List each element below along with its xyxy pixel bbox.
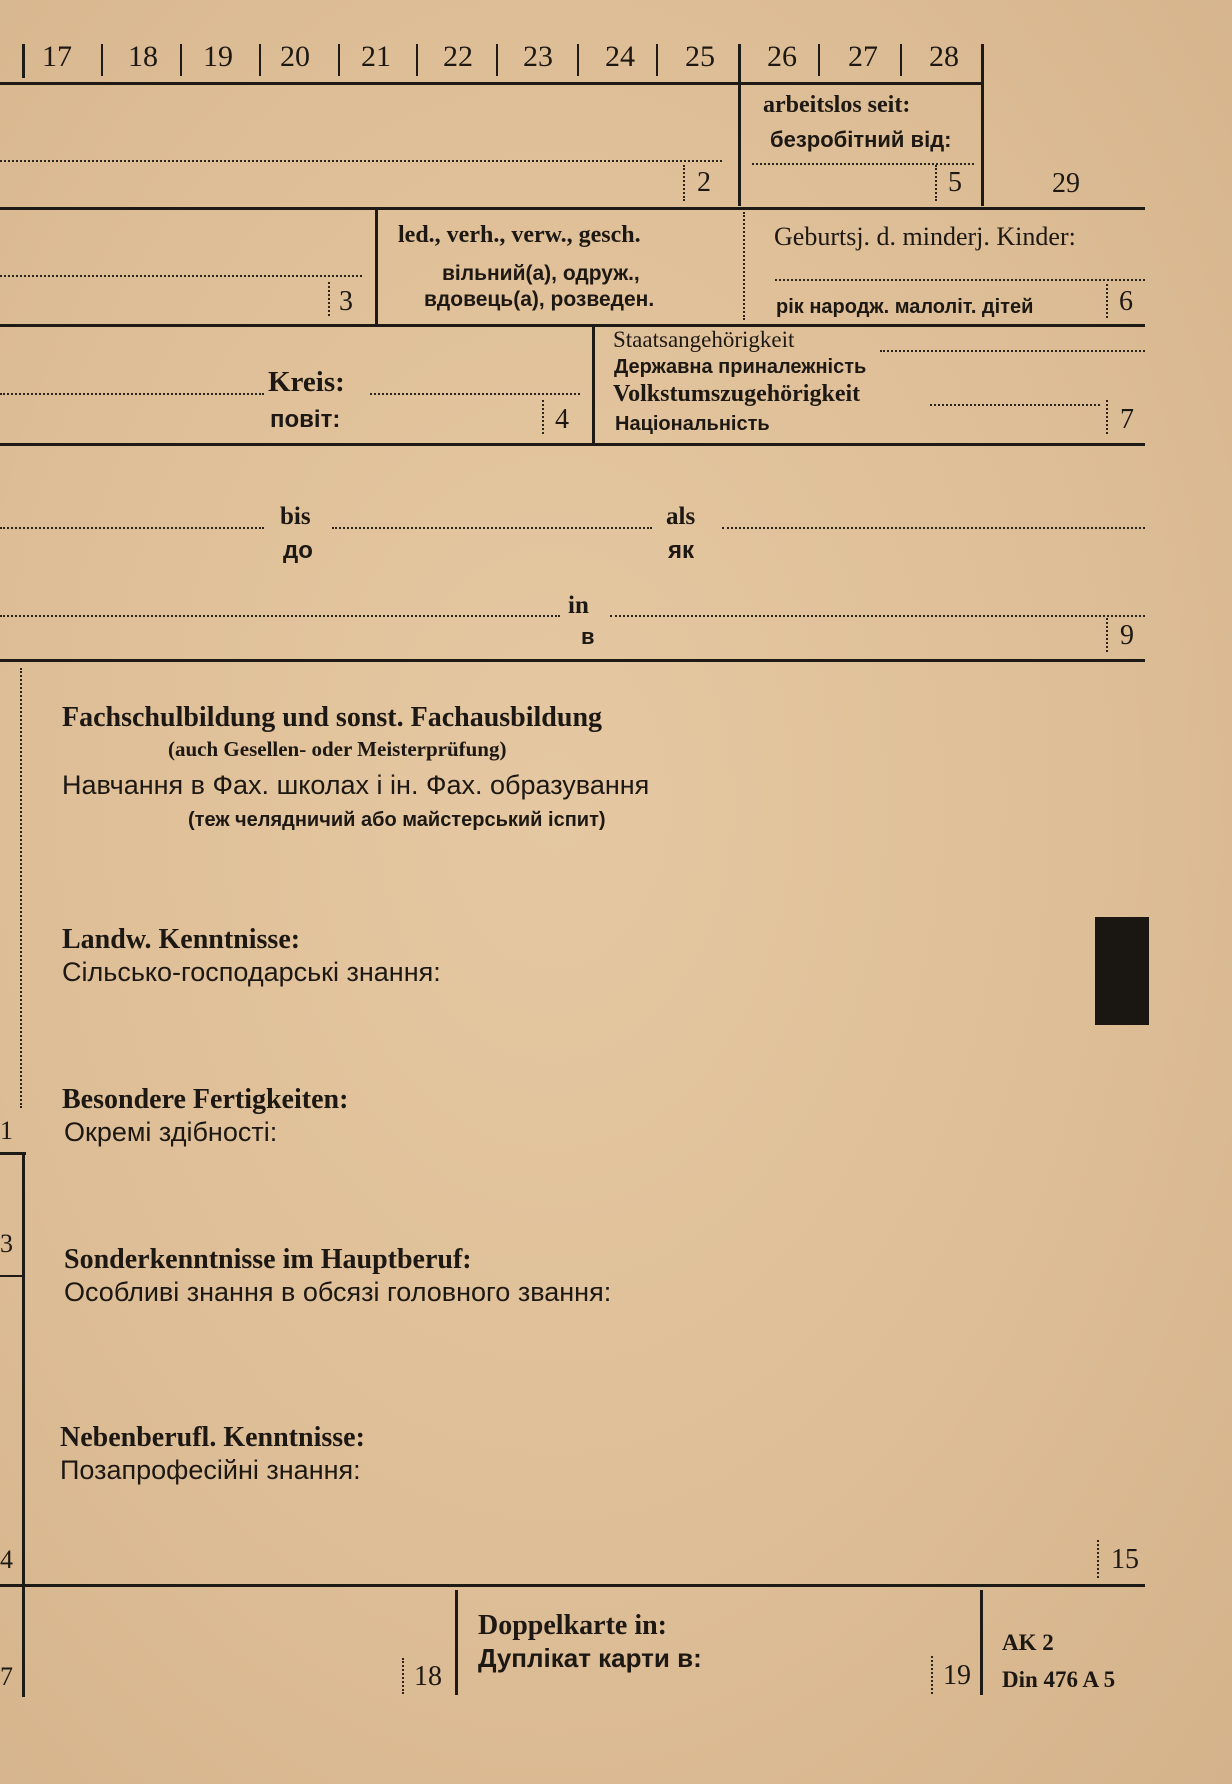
children-label-uk: рік народж. малоліт. дітей	[776, 296, 1034, 318]
field-divider	[743, 212, 745, 320]
marital-status-de: led., verh., verw., gesch.	[398, 222, 641, 248]
field-number: 19	[943, 1660, 971, 1691]
dotted-field-line	[0, 393, 264, 395]
nationality-label-de: Volkstumszugehörigkeit	[613, 381, 861, 407]
field-marker	[1106, 618, 1108, 652]
column-divider	[101, 44, 103, 76]
horizontal-rule	[0, 207, 1145, 210]
marital-status-uk-1: вільний(а), одруж.,	[442, 262, 640, 285]
in-label-de: in	[568, 592, 589, 619]
column-divider	[496, 44, 498, 76]
column-divider	[592, 326, 595, 444]
column-number: 28	[929, 40, 959, 73]
dotted-field-line	[370, 393, 580, 395]
field-number: 4	[555, 404, 569, 435]
children-label-de: Geburtsj. d. minderj. Kinder:	[774, 222, 1076, 251]
column-number: 26	[767, 40, 797, 73]
column-divider	[180, 44, 182, 76]
left-edge-rule	[0, 1275, 24, 1277]
field-marker	[1106, 284, 1108, 318]
field-number: 5	[948, 167, 962, 198]
citizenship-label-de: Staatsangehörigkeit	[613, 327, 795, 352]
column-divider	[22, 44, 25, 78]
column-number: 25	[685, 40, 715, 73]
field-marker	[935, 165, 937, 201]
dotted-field-line	[0, 275, 362, 277]
column-divider	[416, 44, 418, 76]
citizenship-label-uk: Державна приналежність	[614, 356, 867, 378]
column-divider	[455, 1590, 458, 1695]
din-format: Din 476 A 5	[1002, 1667, 1116, 1692]
column-number: 19	[203, 40, 233, 73]
column-number: 23	[523, 40, 553, 73]
left-edge-mark: 4	[0, 1545, 13, 1574]
skills-title-de: Besondere Fertigkeiten:	[62, 1084, 349, 1115]
form-code: AK 2	[1002, 1630, 1054, 1655]
left-edge-mark: 7	[0, 1662, 13, 1691]
dotted-field-line	[930, 404, 1100, 406]
left-dotted-border	[20, 668, 22, 1108]
education-title-uk: Навчання в Фах. школах і ін. Фах. образування	[62, 770, 650, 800]
card-index-marker	[1095, 917, 1149, 1025]
education-subtitle-uk: (теж челядничий або майстерський іспит)	[188, 809, 606, 831]
field-marker	[328, 282, 330, 316]
column-number: 22	[443, 40, 473, 73]
field-marker	[683, 165, 685, 201]
column-number: 17	[42, 40, 72, 73]
unemployed-label-de: arbeitslos seit:	[763, 92, 911, 118]
bis-label-uk: до	[283, 537, 313, 564]
field-marker	[1106, 400, 1108, 434]
column-number: 27	[848, 40, 878, 73]
column-divider	[656, 44, 658, 76]
horizontal-rule	[0, 1584, 1145, 1587]
kreis-label-de: Kreis:	[268, 366, 345, 398]
dotted-field-line	[775, 279, 1145, 281]
field-marker	[931, 1656, 933, 1694]
duplicate-label-de: Doppelkarte in:	[478, 1610, 667, 1641]
als-label-de: als	[666, 503, 696, 530]
field-number: 2	[697, 167, 711, 198]
education-subtitle-de: (auch Gesellen- oder Meisterprüfung)	[168, 737, 507, 761]
column-number: 20	[280, 40, 310, 73]
left-edge-mark: 1	[0, 1116, 13, 1145]
field-marker	[402, 1658, 404, 1694]
field-marker	[1097, 1540, 1099, 1578]
in-label-uk: в	[581, 624, 595, 649]
column-divider	[375, 209, 378, 324]
column-divider	[980, 1590, 983, 1695]
horizontal-rule	[0, 82, 984, 85]
column-divider	[259, 44, 261, 76]
column-divider	[738, 44, 741, 206]
education-title-de: Fachschulbildung und sonst. Fachausbildung	[62, 702, 603, 733]
dotted-field-line	[0, 160, 722, 162]
field-number: 6	[1119, 286, 1133, 317]
field-number: 7	[1120, 404, 1134, 435]
field-number: 3	[339, 286, 353, 317]
marital-status-uk-2: вдовець(а), розведен.	[424, 288, 655, 311]
dotted-field-line	[332, 527, 652, 529]
dotted-field-line	[880, 350, 1145, 352]
special-title-uk: Особливі знання в обсязі головного звання:	[64, 1277, 612, 1307]
unemployed-label-uk: безробітний від:	[770, 127, 952, 152]
side-title-de: Nebenberufl. Kenntnisse:	[60, 1422, 365, 1453]
dotted-field-line	[610, 615, 1145, 617]
field-number: 15	[1111, 1544, 1139, 1575]
field-number: 9	[1120, 620, 1134, 651]
agri-title-uk: Сільсько-господарські знання:	[62, 957, 441, 987]
agri-title-de: Landw. Kenntnisse:	[62, 924, 301, 955]
skills-title-uk: Окремі здібності:	[64, 1117, 278, 1147]
horizontal-rule	[0, 659, 1145, 662]
dotted-field-line	[722, 527, 1145, 529]
column-divider	[818, 44, 820, 76]
bis-label-de: bis	[280, 503, 311, 530]
special-title-de: Sonderkenntnisse im Hauptberuf:	[64, 1244, 472, 1275]
column-divider	[338, 44, 340, 76]
dotted-field-line	[752, 163, 974, 165]
als-label-uk: як	[668, 537, 695, 564]
column-divider	[577, 44, 579, 76]
horizontal-rule	[0, 324, 1145, 327]
column-number: 18	[128, 40, 158, 73]
field-number: 18	[414, 1661, 442, 1692]
duplicate-label-uk: Дуплікат карти в:	[478, 1643, 702, 1673]
dotted-field-line	[0, 527, 264, 529]
dotted-field-line	[0, 615, 560, 617]
horizontal-rule	[0, 443, 1145, 446]
kreis-label-uk: повіт:	[270, 406, 341, 433]
field-number: 29	[1052, 168, 1080, 199]
column-number: 24	[605, 40, 635, 73]
column-divider	[900, 44, 902, 76]
left-edge-border	[22, 1152, 25, 1697]
field-marker	[542, 400, 544, 434]
left-edge-mark: 3	[0, 1229, 13, 1258]
side-title-uk: Позапрофесійні знання:	[60, 1455, 361, 1485]
column-number: 21	[361, 40, 391, 73]
column-divider	[981, 44, 984, 206]
nationality-label-uk: Національність	[615, 413, 770, 435]
